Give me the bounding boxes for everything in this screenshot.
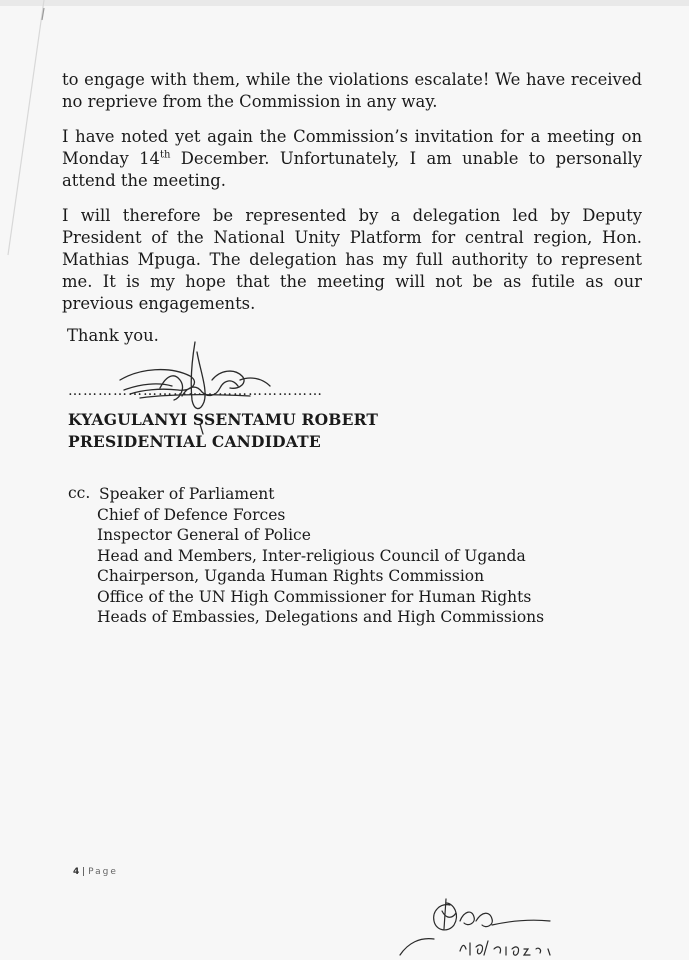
cc-recipient: Office of the UN High Commissioner for Human Rights	[97, 587, 532, 606]
cc-recipient-list	[97, 484, 544, 628]
paragraph-violations: to engage with them, while the violations escalate! We have received no reprieve from the Commission in any way.	[62, 70, 642, 111]
cc-recipient: Chairperson, Uganda Human Rights Commission	[97, 567, 485, 585]
paper-fold-line	[0, 0, 60, 260]
cc-recipient: Inspector General of Police	[97, 526, 311, 544]
cc-recipient: Head and Members, Inter-religious Council of Uganda	[97, 546, 526, 565]
page-footer	[73, 867, 118, 877]
ordinal-suffix: th	[159, 149, 171, 161]
scan-top-edge	[0, 0, 689, 6]
handwritten-initials-and-date	[390, 885, 570, 960]
signatory-title: PRESIDENTIAL CANDIDATE	[68, 432, 321, 451]
closing-thank-you: Thank you.	[67, 326, 159, 345]
cc-label: cc.	[68, 484, 91, 502]
signatory-name: KYAGULANYI SSENTAMU ROBERT	[68, 410, 379, 429]
page-number: 4	[73, 867, 80, 877]
paragraph-meeting-invitation	[62, 126, 642, 192]
paragraph-meeting-text-end: December. Unfortunately, I am unable to personally attend the meeting.	[62, 149, 642, 190]
paragraph-delegation: I will therefore be represented by a delegation led by Deputy President of the National Unity Platform for central region, Hon. Mathias Mpuga. The delegation has my full authority to represent me. It is my hope that the meeting will not be as futile as our previous engagements.	[62, 206, 642, 313]
page-label: Page	[88, 867, 118, 877]
cc-recipient: Speaker of Parliament	[99, 485, 275, 503]
signature-dotted-line: ……………………………………………	[68, 383, 323, 399]
paragraph-meeting-text-start: I have noted yet again the Commission’s invitation for a meeting on Monday 14	[62, 127, 642, 168]
page-separator: |	[82, 867, 86, 877]
cc-recipient: Chief of Defence Forces	[97, 505, 286, 524]
cc-recipient: Heads of Embassies, Delegations and High Commissions	[97, 608, 545, 626]
